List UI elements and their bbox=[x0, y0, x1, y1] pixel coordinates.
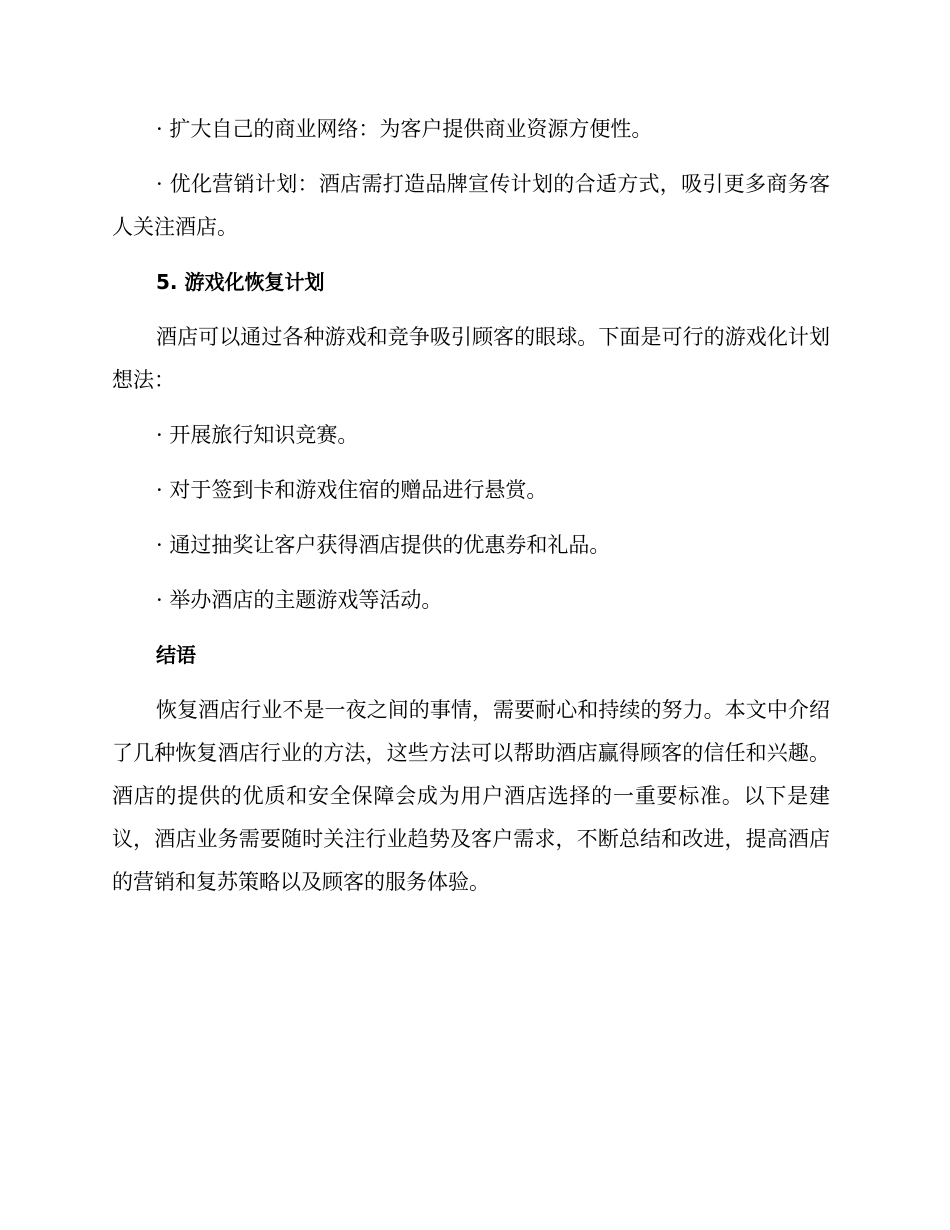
bullet-lottery: · 通过抽奖让客户获得酒店提供的优惠券和礼品。 bbox=[156, 533, 611, 557]
section-heading-conclusion: 结语 bbox=[156, 643, 196, 667]
bullet-theme-games: · 举办酒店的主题游戏等活动。 bbox=[156, 588, 443, 612]
bullet-marketing-plan: · 优化营销计划：酒店需打造品牌宣传计划的合适方式，吸引更多商务客人关注酒店。 bbox=[112, 172, 830, 239]
bullet-business-network: · 扩大自己的商业网络：为客户提供商业资源方便性。 bbox=[156, 117, 653, 141]
section-heading-gamification: 5. 游戏化恢复计划 bbox=[156, 270, 325, 294]
paragraph-conclusion: 恢复酒店行业不是一夜之间的事情，需要耐心和持续的努力。本文中介绍了几种恢复酒店行业的方法，这些方法可以帮助酒店赢得顾客的信任和兴趣。酒店的提供的优质和安全保障会成为用户酒店选择的一重要标准。以下是建议，酒店业务需要随时关注行业趋势及客户需求，不断总结和改进，提高酒店的营销和复苏策略以及顾客的服务体验。 bbox=[112, 698, 830, 894]
bullet-checkin-reward: · 对于签到卡和游戏住宿的赠品进行悬赏。 bbox=[156, 478, 548, 502]
paragraph-gamification-intro: 酒店可以通过各种游戏和竞争吸引顾客的眼球。下面是可行的游戏化计划想法： bbox=[112, 325, 830, 392]
bullet-travel-quiz: · 开展旅行知识竞赛。 bbox=[156, 423, 359, 447]
